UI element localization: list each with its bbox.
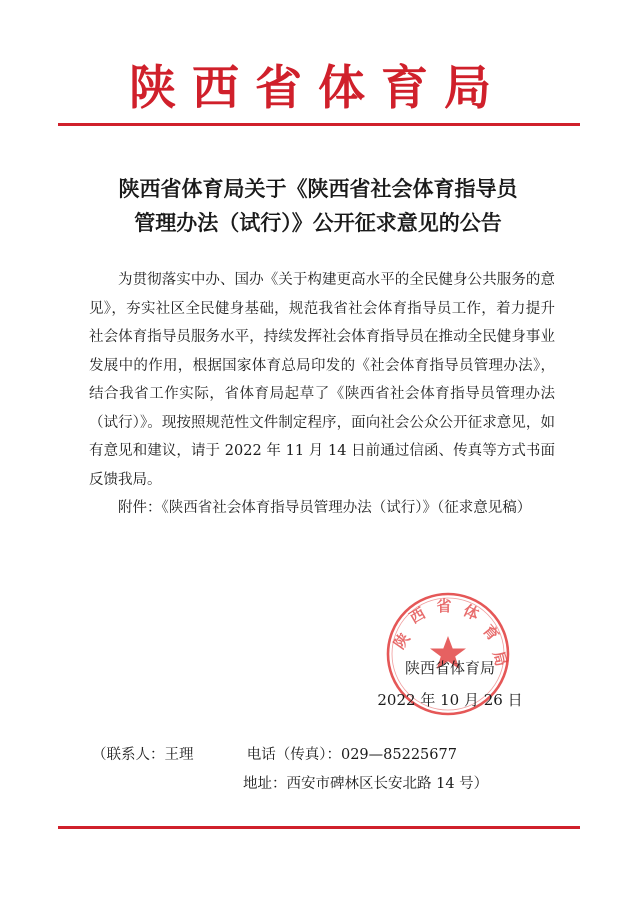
contact-row-2 <box>243 773 488 795</box>
signature-org: 陕西省体育局 <box>404 659 495 677</box>
notice-title-line-1: 陕西省体育局关于《陕西省社会体育指导员 <box>118 177 518 201</box>
notice-paragraph-main: 为贯彻落实中办、国办《关于构建更高水平的全民健身公共服务的意见》，夯实社区全民健身基础，规范我省社会体育指导员工作，着力提升社会体育指导员服务水平，持续发挥社会体育指导员在推动全民健身事业发展中的作用，根据国家体育总局印发的《社会体育指导员管理办法》，结合我省工作实际，省体育局起草了《陕西省社会体育指导员管理办法（试行）》。现按照规范性文件制定程序，面向社会公众公开征求意见，如有意见和建议，请于 2022 年 11 月 14 日前通过信函、传真等方式书面反馈我局。 <box>89 272 555 488</box>
contact-person: （联系人：王理 <box>92 747 194 763</box>
svg-text:西: 西 <box>406 604 429 628</box>
notice-paragraph-attachment: 附件：《陕西省社会体育指导员管理办法（试行）》（征求意见稿） <box>118 500 532 516</box>
svg-text:省: 省 <box>436 597 452 615</box>
masthead-divider <box>58 123 580 126</box>
notice-title-line-2: 管理办法（试行）》公开征求意见的公告 <box>134 211 502 235</box>
svg-text:局: 局 <box>489 649 511 669</box>
signature-block <box>370 652 530 716</box>
contact-address: 地址：西安市碑林区长安北路 14 号） <box>243 776 489 792</box>
svg-text:育: 育 <box>479 621 503 645</box>
signature-date: 2022 年 10 月 26 日 <box>377 691 523 709</box>
contact-row-1 <box>92 744 457 766</box>
svg-text:体: 体 <box>460 601 482 624</box>
notice-body <box>89 266 555 523</box>
contact-phone: 电话（传真）：029—85225677 <box>246 747 457 763</box>
masthead-title: 陕西省体育局 <box>129 61 507 116</box>
notice-title <box>0 172 636 240</box>
footer-divider <box>58 826 580 829</box>
svg-text:陕: 陕 <box>390 629 414 653</box>
